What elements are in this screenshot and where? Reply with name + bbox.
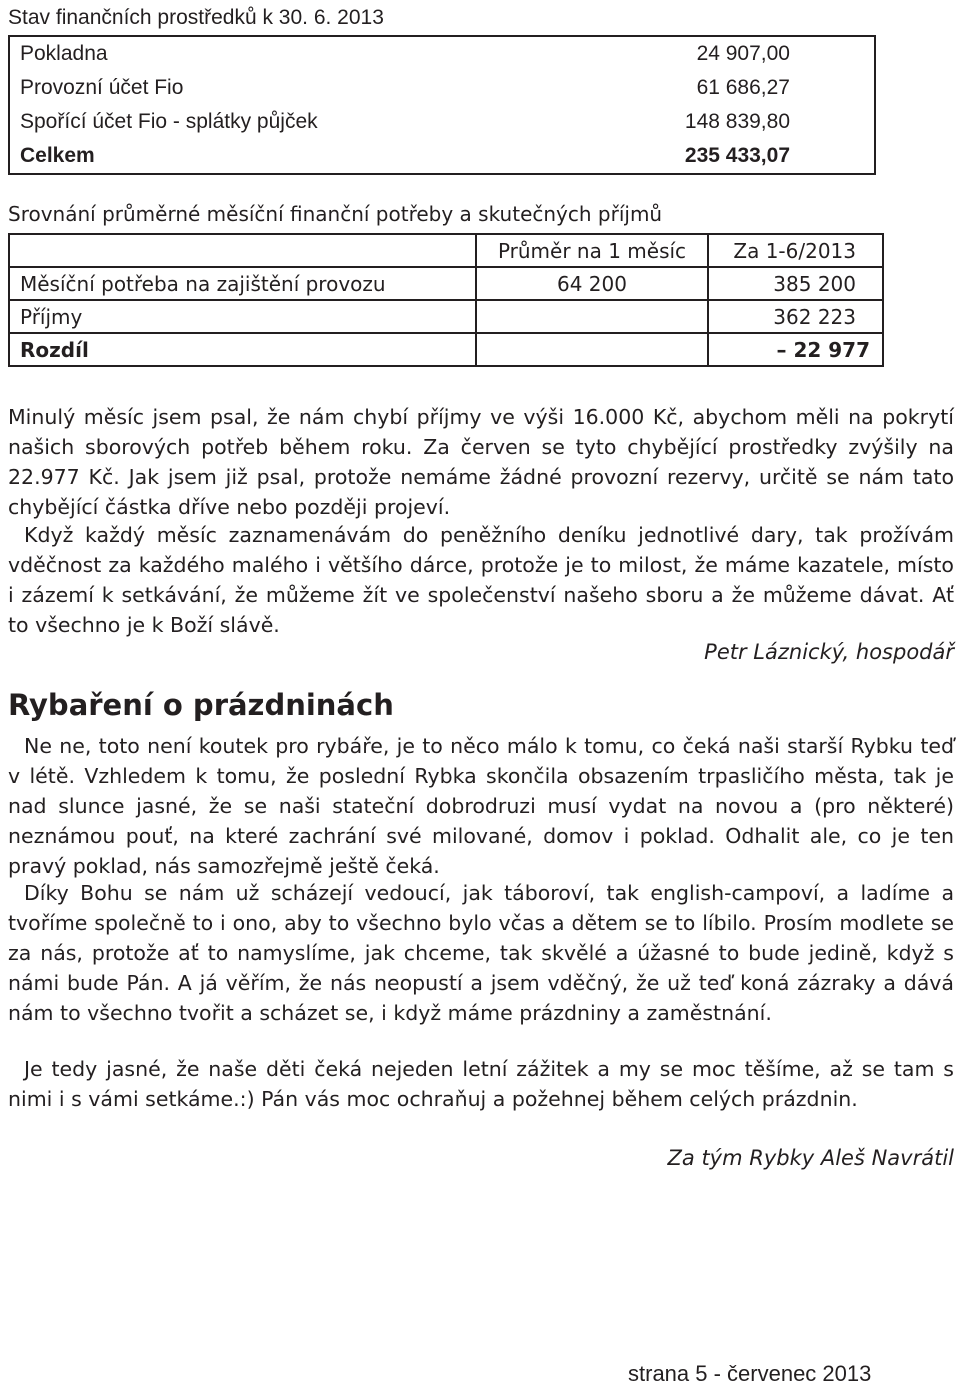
text-line: Minulý měsíc jsem psal, že nám chybí příjmy ve výši 16.000 Kč, abychom měli na [8, 405, 874, 429]
row-value: 148 839,80 [541, 105, 875, 139]
article-paragraph-2 [8, 878, 954, 1028]
difference-value: – 22 977 [708, 333, 883, 366]
text-line: některé) neznámou pouť, na které zachrání své milované, domov i poklad. Odhalit ale, [8, 794, 954, 848]
table-row [9, 71, 875, 105]
article-paragraph-3 [8, 1054, 954, 1114]
difference-average [476, 333, 708, 366]
comparison-table [8, 233, 884, 367]
difference-label: Rozdíl [9, 333, 476, 366]
text-line: tak je nad slunce jasné, že se naši stateční dobrodruzi musí vydat na novou a (pro [8, 764, 954, 818]
text-line: s nimi i s vámi setkáme.:) Pán vás moc ochraňuj a požehnej během celých prázdnin. [8, 1057, 954, 1111]
row-label: Provozní účet Fio [9, 71, 541, 105]
text-line: a tvoříme společně to i ono, aby to všechno bylo včas a dětem se to líbilo. Prosím [8, 881, 954, 935]
text-line: teď v létě. Vzhledem k tomu, že poslední Rybka skončila obsazením trpasličího města, [8, 734, 954, 788]
difference-row [9, 333, 883, 366]
text-line: se nám tato chybějící částka dříve nebo později projeví. [8, 465, 955, 519]
row-average: 64 200 [476, 267, 708, 300]
text-line: co je ten pravý poklad, nás samozřejmě ještě čeká. [8, 824, 954, 878]
finance-signature: Petr Láznický, hospodář [704, 640, 954, 664]
table-row [9, 36, 875, 71]
text-line: Když každý měsíc zaznamenávám do peněžního deníku jednotlivé dary, tak prožívám [24, 523, 954, 547]
article-title: Rybaření o prázdninách [8, 688, 394, 722]
text-line: Ne ne, toto není koutek pro rybáře, je to něco málo k tomu, co čeká naši starší Rybku [24, 734, 913, 758]
row-value: 24 907,00 [541, 36, 875, 71]
page-footer: strana 5 - červenec 2013 [628, 1361, 872, 1386]
table-row [9, 105, 875, 139]
text-line: jedině, když s námi bude Pán. A já věřím, že nás neopustí a jsem vděčný, že už teď [8, 941, 954, 995]
text-line: zvýšily na 22.977 Kč. Jak jsem již psal, protože nemáme žádné provozní rezervy, určitě [8, 435, 954, 489]
row-average [476, 300, 708, 333]
text-line: dávat. Ať to všechno je k Boží slávě. [8, 583, 954, 637]
comparison-section-title: Srovnání průměrné měsíční finanční potřeby a skutečných příjmů [8, 202, 663, 226]
row-label: Měsíční potřeba na zajištění provozu [9, 267, 476, 300]
text-line: koná zázraky a dává nám to všechno tvořit a scházet se, i když máme prázdniny a [8, 971, 954, 1025]
table-header-row [9, 234, 883, 267]
text-line: Díky Bohu se nám už scházejí vedoucí, jak táboroví, tak english-campoví, a ladíme [24, 881, 931, 905]
header-empty-cell [9, 234, 476, 267]
text-line: vděčnost za každého malého i většího dárce, protože je to milost, že máme kazatele, [8, 553, 890, 577]
cash-section-title: Stav finančních prostředků k 30. 6. 2013 [8, 6, 384, 29]
row-period: 362 223 [708, 300, 883, 333]
table-row [9, 267, 883, 300]
text-line: zaměstnání. [646, 1001, 772, 1025]
row-value: 61 686,27 [541, 71, 875, 105]
row-label: Pokladna [9, 36, 541, 71]
table-row [9, 300, 883, 333]
header-period: Za 1-6/2013 [708, 234, 883, 267]
finance-paragraph-2 [8, 520, 954, 640]
text-line: pokrytí našich sborových potřeb během roku. Za červen se tyto chybějící prostředky [8, 405, 954, 459]
total-value: 235 433,07 [541, 139, 875, 174]
header-average: Průměr na 1 měsíc [476, 234, 708, 267]
row-label: Příjmy [9, 300, 476, 333]
text-line: místo i zázemí k setkávání, že můžeme žít ve společenství našeho sboru a že můžeme [8, 553, 954, 607]
row-period: 385 200 [708, 267, 883, 300]
cash-balance-table [8, 35, 876, 175]
article-paragraph-1 [8, 731, 954, 881]
finance-paragraph-1 [8, 402, 954, 522]
text-line: Je tedy jasné, že naše děti čeká nejeden letní zážitek a my se moc těšíme, až se tam [24, 1057, 935, 1081]
row-label: Spořící účet Fio - splátky půjček [9, 105, 541, 139]
article-signature: Za tým Rybky Aleš Navrátil [667, 1146, 954, 1170]
total-label: Celkem [9, 139, 541, 174]
text-line: modlete se za nás, protože ať to namyslíme, jak chceme, tak skvělé a úžasné to bude [8, 911, 954, 965]
total-row [9, 139, 875, 174]
